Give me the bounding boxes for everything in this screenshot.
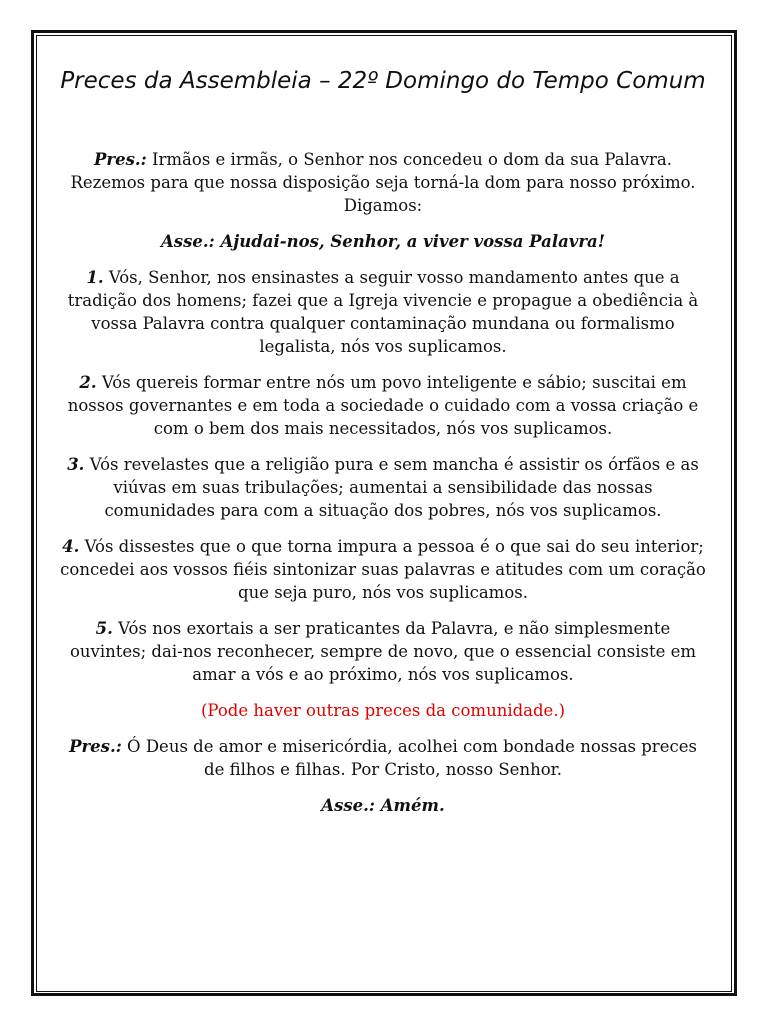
prayer-number: 5. — [95, 619, 113, 638]
prayer-number: 1. — [86, 268, 104, 287]
amen-response: Asse.: Amém. — [321, 796, 445, 815]
closing-speaker-label: Pres.: — [69, 737, 122, 756]
prayer-number: 3. — [67, 455, 85, 474]
prayer-3 — [60, 453, 706, 522]
community-prayers-note: (Pode haver outras preces da comunidade.) — [200, 701, 566, 720]
prayer-number: 2. — [79, 373, 97, 392]
closing-text: Ó Deus de amor e misericórdia, acolhei com bondade nossas preces de filhos e filhas. Por Cristo, nosso Senhor. — [127, 737, 697, 779]
closing-paragraph — [60, 735, 706, 781]
assembly-response: Asse.: Ajudai-nos, Senhor, a viver vossa Palavra! — [161, 232, 605, 251]
intro-text: Irmãos e irmãs, o Senhor nos concedeu o dom da sua Palavra. Rezemos para que nossa disposição seja torná-la dom para nosso próximo. Digamos: — [70, 150, 696, 215]
prayer-2 — [60, 371, 706, 440]
prayer-text: Vós, Senhor, nos ensinastes a seguir vosso mandamento antes que a tradição dos homens; fazei que a Igreja vivencie e propague a obediência à vossa Palavra contra qualquer contaminação mundana ou formalismo legalista, nós vos suplicamos. — [67, 268, 699, 356]
intro-paragraph — [60, 148, 706, 217]
intro-speaker-label: Pres.: — [94, 150, 147, 169]
prayer-1 — [60, 266, 706, 358]
prayer-text: Vós nos exortais a ser praticantes da Palavra, e não simplesmente ouvintes; dai-nos reconhecer, sempre de novo, que o essencial consiste em amar a vós e ao próximo, nós vos suplicamos. — [69, 619, 697, 684]
prayer-5 — [60, 617, 706, 686]
prayer-4 — [60, 535, 706, 604]
prayer-number: 4. — [62, 537, 80, 556]
prayer-text: Vós dissestes que o que torna impura a pessoa é o que sai do seu interior; concedei aos vossos fiéis sintonizar suas palavras e atitudes com um coração que seja puro, nós vos suplicamos. — [60, 537, 706, 602]
prayer-text: Vós revelastes que a religião pura e sem mancha é assistir os órfãos e as viúvas em suas tribulações; aumentai a sensibilidade das nossas comunidades para com a situação dos pobres, nós vos suplicamos. — [89, 455, 699, 520]
document-body — [60, 66, 706, 830]
document-title: Preces da Assembleia – 22º Domingo do Tempo Comum — [60, 68, 706, 94]
prayer-text: Vós quereis formar entre nós um povo inteligente e sábio; suscitai em nossos governantes e em toda a sociedade o cuidado com a vossa criação e com o bem dos mais necessitados, nós vos suplicamos. — [67, 373, 699, 438]
